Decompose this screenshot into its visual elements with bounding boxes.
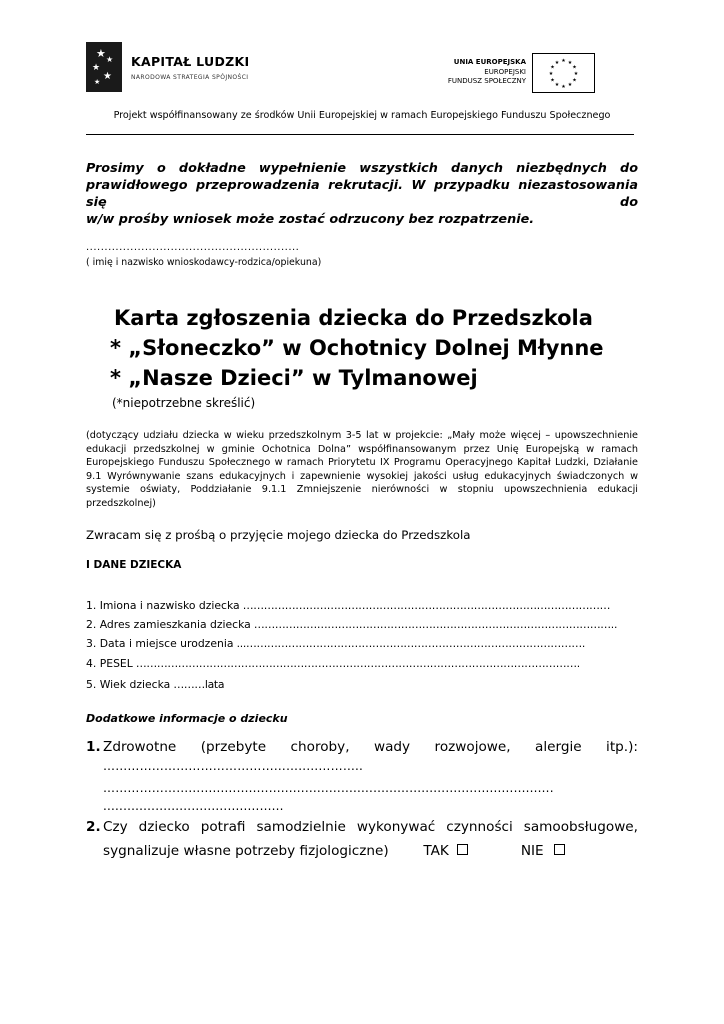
field-label: 2. Adres zamieszkania dziecka: [86, 618, 251, 631]
eu-line3: FUNDUSZ SPOŁECZNY: [447, 77, 526, 85]
notice-line1: Prosimy o dokładne wypełnienie wszystkich danych niezbędnych do: [86, 161, 638, 176]
svg-text:★: ★: [561, 58, 566, 64]
field-label: 1. Imiona i nazwisko dziecka: [86, 599, 240, 612]
field-dots[interactable]: ...…………………………………………………………………………………….: [233, 637, 586, 650]
field-dots[interactable]: ……………………………………………………………………………………………: [239, 599, 611, 612]
eu-flag-icon: [532, 53, 595, 93]
form-title-line1: Karta zgłoszenia dziecka do Przedszkola: [114, 306, 593, 330]
svg-text:★: ★: [550, 77, 555, 84]
notice-line3: w/w prośby wniosek może zostać odrzucony bez rozpatrzenie.: [86, 212, 535, 227]
question-self-care: [86, 815, 638, 863]
svg-text:★: ★: [554, 82, 560, 88]
question-number: 2.: [86, 819, 101, 835]
yes-checkbox[interactable]: [457, 844, 468, 855]
field-label: 4. PESEL: [86, 657, 133, 670]
eu-line2: EUROPEJSKI: [484, 67, 526, 76]
question-self-care-line1: Czy dziecko potrafi samodzielnie wykonywać czynności samoobsługowe,: [103, 819, 638, 835]
svg-text:★: ★: [567, 82, 573, 88]
field-child-age[interactable]: [86, 678, 224, 691]
kapital-ludzki-subtitle: NARODOWA STRATEGIA SPÓJNOŚCI: [131, 74, 249, 81]
admission-request: Zwracam się z prośbą o przyjęcie mojego dziecka do Przedszkola: [86, 528, 471, 542]
applicant-name-caption: ( imię i nazwisko wnioskodawcy-rodzica/opiekuna): [86, 257, 322, 268]
concern-line3: Europejskiego Funduszu Społecznego w ramach Priorytetu IX Programu Operacyjnego Kapitał Ludzki, Działanie: [86, 457, 638, 469]
field-child-name[interactable]: [86, 599, 610, 612]
health-answer-line3[interactable]: .............................................: [103, 799, 284, 813]
no-label: NIE: [520, 843, 544, 859]
svg-text:★: ★: [561, 84, 566, 90]
field-dots[interactable]: ………lata: [170, 678, 225, 691]
svg-text:★: ★: [572, 77, 577, 84]
field-label: 5. Wiek dziecka: [86, 678, 171, 691]
instruction-notice: [86, 160, 638, 228]
project-description: [86, 429, 638, 511]
question-self-care-text: sygnalizuje własne potrzeby fizjologiczne): [103, 843, 389, 859]
notice-line2: prawidłowego przeprowadzenia rekrutacji. W przypadku niezastosowania się do: [86, 178, 638, 210]
field-pesel[interactable]: [86, 657, 580, 670]
question-number: 1.: [86, 739, 101, 755]
svg-text:★: ★: [548, 71, 554, 77]
header-divider: [86, 134, 634, 135]
health-answer-line2[interactable]: …………………...........................................................................................: [103, 781, 554, 795]
form-title-line3: * „Nasze Dzieci” w Tylmanowej: [110, 366, 478, 390]
field-child-address[interactable]: [86, 618, 617, 631]
section-child-data-heading: I DANE DZIECKA: [86, 559, 182, 571]
svg-text:★: ★: [572, 64, 577, 71]
svg-text:★: ★: [554, 60, 560, 66]
strike-note: (*niepotrzebne skreślić): [112, 396, 256, 410]
field-birth-date-place[interactable]: [86, 637, 585, 650]
health-answer-line1[interactable]: …………………………………………..…………..: [103, 759, 364, 773]
concern-line6: przedszkolnej): [86, 497, 156, 509]
field-dots[interactable]: …………………………………………………………………………………………..: [250, 618, 618, 631]
concern-line2: edukacji przedszkolnej w gminie Ochotnica Dolna” współfinansowanym przez Unię Europejską w ramach: [86, 443, 638, 455]
yes-label: TAK: [423, 843, 449, 859]
cofinancing-note: Projekt współfinansowany ze środków Unii Europejskiej w ramach Europejskiego Funduszu Społecznego: [113, 110, 611, 121]
applicant-name-field[interactable]: ..........................................................: [86, 242, 300, 253]
concern-line4: 9.1 Wyrównywanie szans edukacyjnych i zapewnienie wysokiej jakości usług edukacyjnych świadczonych w: [86, 470, 638, 482]
question-self-care-line2: [86, 839, 638, 863]
kapital-ludzki-title: KAPITAŁ LUDZKI: [131, 54, 250, 69]
field-label: 3. Data i miejsce urodzenia: [86, 637, 234, 650]
kapital-ludzki-emblem-icon: ★ ★ ★ ★ ★: [86, 42, 122, 92]
concern-line1: (dotyczący udziału dziecka w wieku przedszkolnym 3-5 lat w projekcie: „Mały może więcej – upowszechnienie: [86, 430, 638, 441]
eu-logo-text: [406, 58, 526, 87]
field-dots[interactable]: ……………………………………………………………………………………………………………….: [132, 657, 580, 670]
question-health-text: Zdrowotne (przebyte choroby, wady rozwojowe, alergie itp.):: [103, 739, 638, 755]
concern-line5: systemie oświaty, Poddziałanie 9.1.1 Zmniejszenie nierówności w stopniu upowszechnienia edukacji: [86, 484, 638, 496]
eu-line1: UNIA EUROPEJSKA: [453, 58, 526, 66]
question-health: [86, 735, 638, 759]
form-title-line2: * „Słoneczko” w Ochotnicy Dolnej Młynne: [110, 336, 604, 360]
svg-text:★: ★: [567, 60, 573, 66]
kapital-ludzki-logo: [86, 42, 251, 92]
svg-text:★: ★: [550, 64, 555, 71]
svg-text:★: ★: [573, 71, 579, 77]
no-checkbox[interactable]: [554, 844, 565, 855]
additional-info-heading: Dodatkowe informacje o dziecku: [86, 712, 288, 725]
